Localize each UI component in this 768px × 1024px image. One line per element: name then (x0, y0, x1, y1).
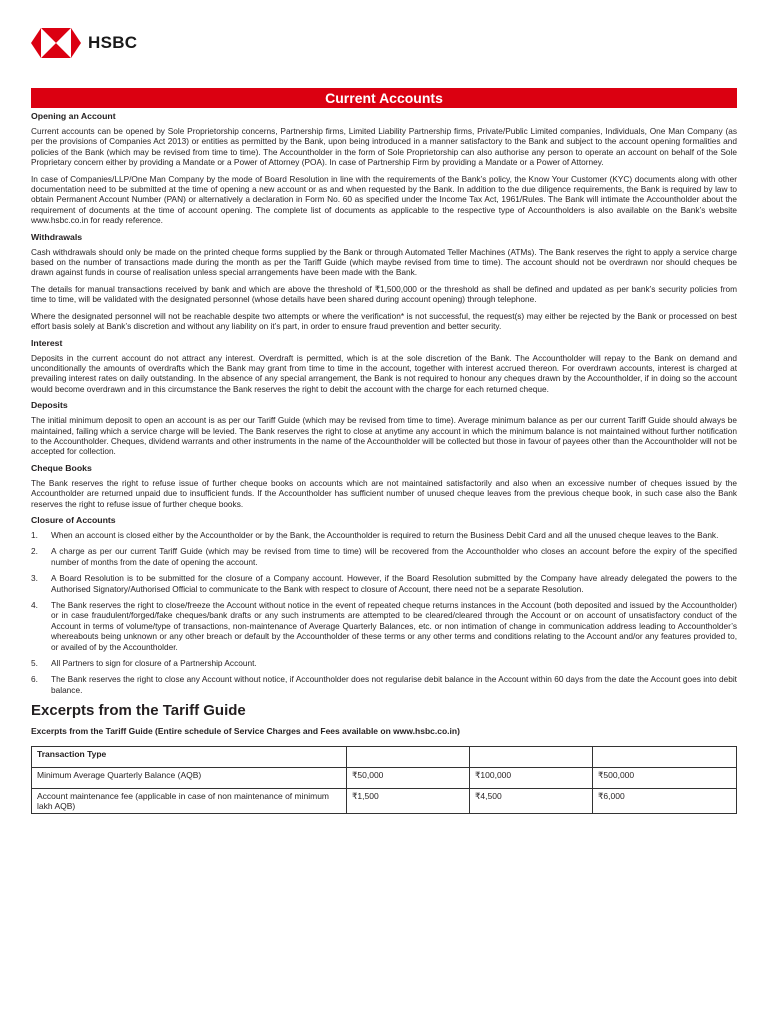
paragraph: Where the designated personnel will not be reachable despite two attempts or where the verification* is not successful, the request(s) may either be rejected by the Bank or processed on best effort basis solely at Bank’s discretion and without any liability on it’s part, in order to ensure fraud prevention and better security. (31, 310, 737, 332)
table-row (32, 767, 737, 788)
list-number: 5. (31, 658, 38, 669)
list-item (31, 674, 737, 695)
table-cell: ₹50,000 (347, 767, 470, 788)
table-header-cell: Transaction Type (32, 746, 347, 767)
paragraph: Current accounts can be opened by Sole Proprietorship concerns, Partnership firms, Limited Liability Partnership firms, Private/Public Limited companies, Individuals, One Man Company (as per the provisions of Companies Act 2013) or entities as permitted by the Bank, upon being introduced in a manner satisfactory to the Bank and subject to the account opening formalities and policies of the Bank (which may be revised from time to time). The Accountholder in the form of Sole Proprietorship can also authorise any person to operate an account on behalf of the Sole Proprietary concern either by providing a Mandate or a Power of Attorney (POA). In case of Partnership Firm by providing a Mandate or a Power of Attorney. (31, 126, 737, 168)
paragraph: Cash withdrawals should only be made on the printed cheque forms supplied by the Bank or through Automated Teller Machines (ATMs). The Bank reserves the right to apply a service charge based on the number of transactions made during the month as per the Tariff Guide (which maybe revised from time to time). The account should not be overdrawn nor should cheques be drawn against funds in course of realisation unless special arrangements have been made with the Bank. (31, 246, 737, 278)
section-heading-closure: Closure of Accounts (31, 514, 116, 525)
list-number: 2. (31, 546, 38, 557)
list-number: 6. (31, 674, 38, 685)
section-heading-deposits: Deposits (31, 400, 68, 411)
list-number: 3. (31, 573, 38, 584)
list-item-text: All Partners to sign for closure of a Partnership Account. (51, 658, 257, 669)
table-header-cell (470, 746, 593, 767)
brand-name: HSBC (88, 33, 138, 52)
list-number: 4. (31, 600, 38, 610)
tariff-subtitle: Excerpts from the Tariff Guide (Entire schedule of Service Charges and Fees available on www.hsbc.co.in) (31, 726, 460, 737)
list-item (31, 530, 737, 540)
hsbc-logo (31, 28, 137, 58)
closure-list (31, 530, 737, 695)
paragraph: In case of Companies/LLP/One Man Company by the mode of Board Resolution in line with the requirements of the Bank’s policy, the Know Your Customer (KYC) documents along with other documentation need to be submitted at the time of opening a new account or as and when requested by the Bank. In addition to the due diligence requirements, the Bank is required by law to obtain Permanent Account Number (PAN) or alternatively a declaration in Form No. 60 as specified under the Income Tax Act, 1961/Rules. The Bank will intimate the Accountholder about the requirement of documents at the time of account opening. The complete list of documents as applicable to the respective type of Accountholders is also available on the Bank’s website www.hsbc.co.in for ready reference. (31, 173, 737, 226)
section-heading-opening: Opening an Account (31, 111, 116, 121)
section-heading-withdrawals: Withdrawals (31, 231, 83, 242)
hsbc-hexagon-logo-icon (31, 28, 81, 58)
table-cell: Account maintenance fee (applicable in case of non maintenance of minimum lakh AQB) (32, 788, 347, 813)
list-item-text: The Bank reserves the right to close/freeze the Account without notice in the event of repeated cheque returns instances in the Account (both deposited and issued by the Accountholder) or in case fraudulent/forged/fake cheques/bank drafts or any such instruments are attempted to be cleared/cleared through the Account or on account of unsatisfactory conduct of the Account in terms of volume/type of transactions, non-maintenance of Average Quarterly Balances, etc. or non intimation of change in communication address leading to Accountholder’s whereabouts being unknown or any other breach or default by the Accountholder of these terms or any other terms and conditions relating to the Account and/or any features provided to, or availed of by the Accountholder. (51, 600, 737, 652)
tariff-section-title: Excerpts from the Tariff Guide (31, 702, 246, 720)
table-cell: Minimum Average Quarterly Balance (AQB) (32, 767, 347, 788)
list-item-text: When an account is closed either by the Accountholder or by the Bank, the Accountholder is required to return the Business Debit Card and all the unused cheque leaves to the Bank. (51, 529, 719, 540)
table-cell: ₹4,500 (470, 788, 593, 813)
paragraph: The details for manual transactions received by bank and which are above the threshold of ₹1,500,000 or the threshold as shall be defined and updated as per bank’s security policies from time to time, will be validated with the designated personnel (whose details have been shared during account opening) through telephone. (31, 283, 737, 305)
list-item (31, 658, 737, 668)
list-item (31, 600, 737, 652)
section-heading-interest: Interest (31, 337, 63, 348)
list-item (31, 546, 737, 567)
table-header-row (32, 746, 737, 767)
table-cell: ₹100,000 (470, 767, 593, 788)
list-item-text: The Bank reserves the right to close any Account without notice, if Accountholder does not regularise debit balance in the Account within 60 days from the date the Account goes into debit balance. (51, 674, 737, 695)
table-cell: ₹1,500 (347, 788, 470, 813)
table-header-cell (347, 746, 470, 767)
paragraph: The initial minimum deposit to open an account is as per our Tariff Guide (which may be revised from time to time). Average minimum balance as per our current Tariff Guide should always be maintained, failing which a service charge will be levied. The Bank reserves the right to close at anytime any account in which the minimum balance is not maintained without further notification to the Accountholder. Cheques, dividend warrants and other instruments in the name of the Accountholder will be collected but those in favour of payees other than the Accountholder will not be accepted for collection. (31, 415, 737, 457)
table-row (32, 788, 737, 813)
list-item-text: A Board Resolution is to be submitted for the closure of a Company account. However, if the Board Resolution submitted by the Company have already delegated the powers to the Authorised Signatory/Authorised Official to communicate to the Bank with respect to closure of Account, there need not be a separate Resolution. (51, 573, 737, 594)
table-header-cell (593, 746, 737, 767)
table-cell: ₹6,000 (593, 788, 737, 813)
paragraph: Deposits in the current account do not attract any interest. Overdraft is permitted, which is at the sole discretion of the Bank. The Accountholder will repay to the Bank on demand and unconditionally the amounts of overdrafts which the Bank may grant from time to time in the account, together with interest accrued thereon. For overdrawn accounts, interest is charged at prevailing interest rates on daily outstanding. In the absence of any special arrangement, the Bank is not required to honour any cheques drawn by the Accountholder, if in doing so the account would become overdrawn and in this circumstance the Bank reserves the right to debit the account with the charge for each returned cheque. (31, 352, 737, 394)
document-body (31, 111, 737, 814)
list-item (31, 573, 737, 594)
page-title-banner: Current Accounts (31, 88, 737, 108)
tariff-table (31, 746, 737, 814)
table-cell: ₹500,000 (593, 767, 737, 788)
paragraph: The Bank reserves the right to refuse issue of further cheque books on accounts which are not maintained satisfactorily and also when an excessive number of cheques issued by the Accountholder are returned unpaid due to insufficient funds. If the Accountholder has sufficient number of unused cheque leaves from the previous cheque book, in such case also the Bank reserves the right to refuse issue of further cheque books. (31, 477, 737, 509)
list-item-text: A charge as per our current Tariff Guide (which may be revised from time to time) will be recovered from the Accountholder who closes an account before the expiry of the specified number of months from the date of opening the account. (51, 546, 737, 567)
section-heading-cheque-books: Cheque Books (31, 462, 92, 473)
list-number: 1. (31, 529, 38, 540)
